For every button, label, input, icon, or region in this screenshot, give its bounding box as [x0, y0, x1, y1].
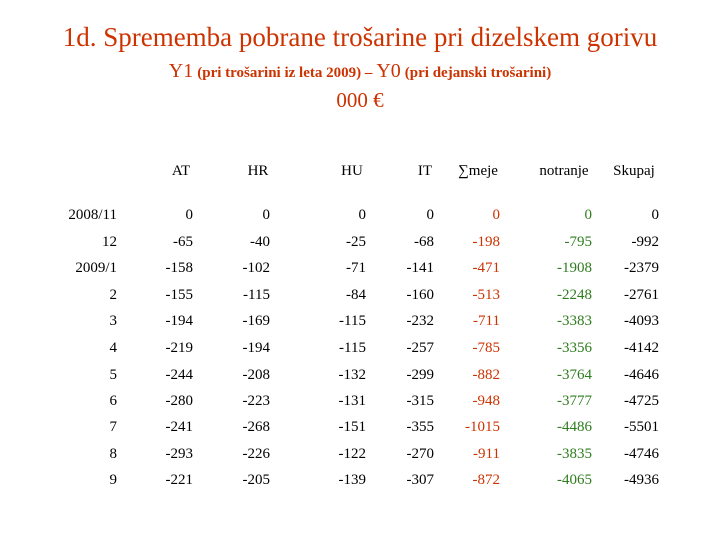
row-label: 2008/11 [68, 207, 117, 223]
table-cell: -122 [338, 446, 366, 462]
table-cell: -3383 [557, 313, 592, 329]
table-cell: -268 [242, 419, 270, 435]
table-cell: -1908 [557, 260, 592, 276]
table-cell: -355 [406, 419, 434, 435]
table-cell: -2248 [557, 287, 592, 303]
table-cell: -205 [242, 472, 270, 488]
table-cell: -221 [165, 472, 193, 488]
table-cell: -155 [165, 287, 193, 303]
row-label: 12 [102, 234, 117, 250]
row-label: 3 [109, 313, 117, 329]
table-cell: -513 [472, 287, 500, 303]
table-cell: -4486 [557, 419, 592, 435]
row-label: 9 [109, 472, 117, 488]
table-cell: 0 [426, 207, 434, 223]
table-cell: -257 [406, 340, 434, 356]
subtitle-y1-text: (pri trošarini iz leta 2009) – [197, 65, 373, 81]
table-cell: -219 [165, 340, 193, 356]
table-cell: -882 [472, 367, 500, 383]
column-header: ∑meje [458, 163, 498, 179]
row-label: 4 [109, 340, 117, 356]
table-cell: -4725 [624, 393, 659, 409]
row-label: 6 [109, 393, 117, 409]
table-cell: -158 [165, 260, 193, 276]
table-cell: -4065 [557, 472, 592, 488]
row-label: 2009/1 [75, 260, 117, 276]
table-cell: -115 [243, 287, 270, 303]
unit-label: 000 € [336, 88, 384, 112]
table-cell: -65 [173, 234, 193, 250]
table-cell: -270 [406, 446, 434, 462]
table-cell: -132 [338, 367, 366, 383]
table-cell: -115 [339, 340, 366, 356]
table-cell: -795 [564, 234, 592, 250]
table-cell: -307 [406, 472, 434, 488]
table-cell: -3777 [557, 393, 592, 409]
table-cell: -68 [414, 234, 434, 250]
table-cell: -785 [472, 340, 500, 356]
column-header: Skupaj [613, 163, 655, 179]
table-cell: -232 [406, 313, 434, 329]
table-cell: -4093 [624, 313, 659, 329]
page-title: 1d. Sprememba pobrane trošarine pri dizelskem gorivu [62, 22, 658, 52]
table-cell: -315 [406, 393, 434, 409]
table-cell: -2761 [624, 287, 659, 303]
table-cell: -948 [472, 393, 500, 409]
table-cell: -25 [346, 234, 366, 250]
table-cell: -223 [242, 393, 270, 409]
table-cell: -471 [472, 260, 500, 276]
row-label: 5 [109, 367, 117, 383]
table-cell: -115 [339, 313, 366, 329]
column-header: IT [417, 163, 433, 179]
table-cell: -299 [406, 367, 434, 383]
table-cell: -5501 [624, 419, 659, 435]
row-label: 2 [109, 287, 117, 303]
table-cell: -872 [472, 472, 500, 488]
table-cell: -151 [338, 419, 366, 435]
table-cell: -711 [473, 313, 500, 329]
table-cell: -992 [631, 234, 659, 250]
table-cell: -194 [165, 313, 193, 329]
table-cell: -194 [242, 340, 270, 356]
table-cell: -2379 [624, 260, 659, 276]
column-header: notranje [539, 163, 589, 179]
row-label: 8 [109, 446, 117, 462]
table-cell: -4746 [624, 446, 659, 462]
table-cell: -280 [165, 393, 193, 409]
table-cell: -241 [165, 419, 193, 435]
column-header: HR [247, 163, 269, 179]
table-cell: -160 [406, 287, 434, 303]
table-cell: 0 [584, 207, 592, 223]
table-cell: 0 [358, 207, 366, 223]
table-cell: -3764 [557, 367, 592, 383]
column-header: HU [341, 163, 363, 179]
subtitle-y0-text: (pri dejanski trošarini) [404, 65, 552, 81]
table-cell: -208 [242, 367, 270, 383]
table-cell: -102 [242, 260, 270, 276]
table-cell: -141 [406, 260, 434, 276]
table-cell: -4142 [624, 340, 659, 356]
table-cell: -169 [242, 313, 270, 329]
table-cell: -1015 [465, 419, 500, 435]
table-cell: 0 [492, 207, 500, 223]
table-cell: -3356 [557, 340, 592, 356]
table-cell: -198 [472, 234, 500, 250]
table-cell: -139 [338, 472, 366, 488]
table-cell: -911 [473, 446, 500, 462]
table-cell: -131 [338, 393, 366, 409]
subtitle-y1: Y1 [168, 60, 194, 82]
table-cell: -4646 [624, 367, 659, 383]
table-cell: -40 [250, 234, 270, 250]
table-cell: 0 [651, 207, 659, 223]
table-cell: 0 [262, 207, 270, 223]
table-cell: -3835 [557, 446, 592, 462]
table-cell: -244 [165, 367, 193, 383]
table-cell: -84 [346, 287, 366, 303]
row-label: 7 [109, 419, 117, 435]
table-cell: -71 [346, 260, 366, 276]
table-cell: 0 [185, 207, 193, 223]
table-cell: -293 [165, 446, 193, 462]
table-cell: -4936 [624, 472, 659, 488]
table-cell: -226 [242, 446, 270, 462]
subtitle-y0: Y0 [376, 60, 401, 82]
column-header: AT [171, 163, 191, 179]
